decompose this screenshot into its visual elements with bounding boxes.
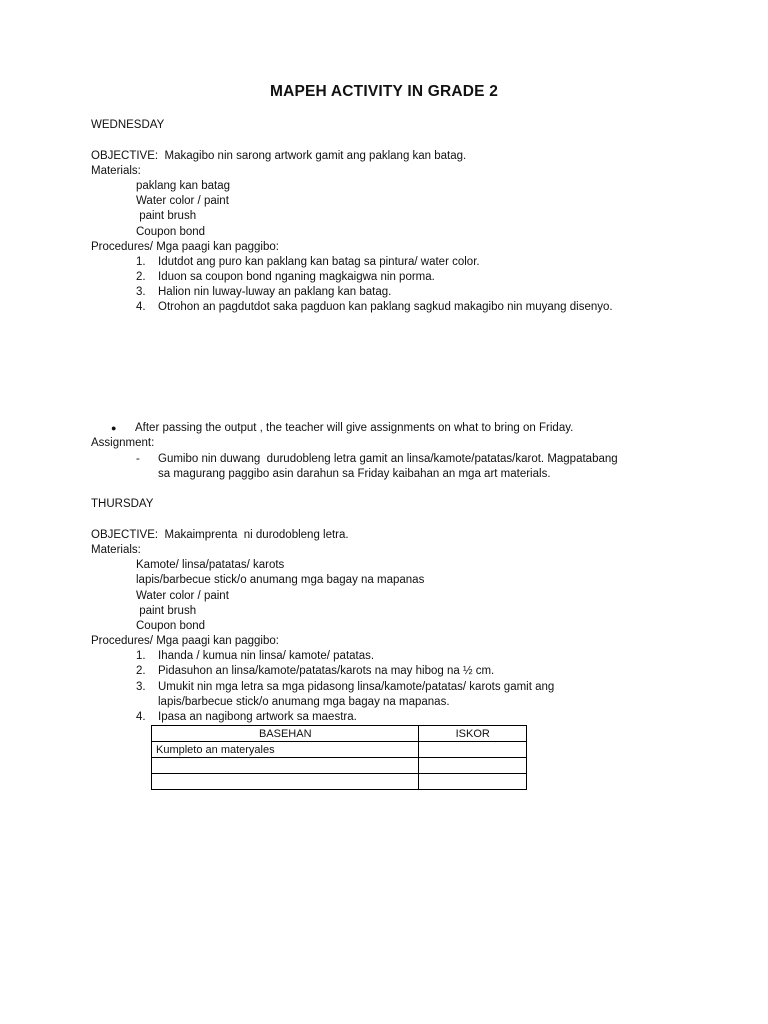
- thursday-procedures-label: Procedures/ Mga paagi kan paggibo:: [91, 635, 279, 647]
- table-cell: [152, 758, 419, 774]
- procedure-item: 1. Ihanda / kumua nin linsa/ kamote/ patatas.: [136, 650, 375, 662]
- table-header-iskor: ISKOR: [419, 726, 527, 742]
- material-item: paklang kan batag: [136, 180, 230, 192]
- document-title: MAPEH ACTIVITY IN GRADE 2: [269, 83, 499, 100]
- thursday-objective: [91, 528, 349, 543]
- table-cell: Kumpleto an materyales: [152, 742, 419, 758]
- material-item: paint brush: [136, 210, 197, 222]
- material-item: Coupon bond: [136, 620, 206, 632]
- table-header-row: [152, 726, 527, 742]
- material-item: paint brush: [136, 605, 197, 617]
- procedure-item: 2. Pidasuhon an linsa/kamote/patatas/karots na may hibog na ½ cm.: [136, 665, 495, 677]
- table-cell: [419, 758, 527, 774]
- objective-text: Makagibo nin sarong artwork gamit ang paklang kan batag.: [164, 150, 467, 162]
- procedure-item-continued: lapis/barbecue stick/o anumang mga bagay na mapanas.: [158, 696, 450, 708]
- objective-text: Makaimprenta ni durodobleng letra.: [164, 529, 349, 541]
- table-cell: [152, 774, 419, 790]
- wednesday-heading: WEDNESDAY: [91, 119, 165, 131]
- scoring-table: [151, 725, 527, 790]
- material-item: Kamote/ linsa/patatas/ karots: [136, 559, 285, 571]
- assignment-label: Assignment:: [91, 437, 155, 449]
- wednesday-objective: [91, 149, 466, 164]
- bullet-note: ● After passing the output , the teacher will give assignments on what to bring on Friday.: [111, 422, 574, 434]
- table-row: [152, 758, 527, 774]
- procedure-item: 2. Iduon sa coupon bond nganing magkaigwa nin porma.: [136, 271, 435, 283]
- wednesday-materials-label: Materials:: [91, 165, 141, 177]
- objective-label: OBJECTIVE:: [91, 150, 159, 162]
- table-cell: [419, 774, 527, 790]
- bullet-icon: ●: [111, 423, 117, 433]
- material-item: Water color / paint: [136, 590, 229, 602]
- procedure-item: 3. Halion nin luway-luway an paklang kan batag.: [136, 286, 392, 298]
- assignment-item: - Gumibo nin duwang durudobleng letra gamit an linsa/kamote/patatas/karot. Magpatabang: [136, 453, 618, 465]
- dash-icon: -: [136, 453, 140, 465]
- table-row: [152, 774, 527, 790]
- procedure-item: 3. Umukit nin mga letra sa mga pidasong linsa/kamote/patatas/ karots gamit ang: [136, 681, 555, 693]
- procedure-item: 4. Ipasa an nagibong artwork sa maestra.: [136, 711, 357, 723]
- procedure-item: 1. Idutdot ang puro kan paklang kan batag sa pintura/ water color.: [136, 256, 480, 268]
- material-item: Water color / paint: [136, 195, 229, 207]
- procedure-item: 4. Otrohon an pagdutdot saka pagduon kan paklang sagkud makagibo nin muyang disenyo.: [136, 301, 613, 313]
- objective-label: OBJECTIVE:: [91, 529, 159, 541]
- thursday-materials-label: Materials:: [91, 544, 141, 556]
- material-item: lapis/barbecue stick/o anumang mga bagay na mapanas: [136, 574, 425, 586]
- table-cell: [419, 742, 527, 758]
- table-row: [152, 742, 527, 758]
- assignment-item-continued: sa magurang paggibo asin darahun sa Friday kaibahan an mga art materials.: [158, 468, 551, 480]
- wednesday-procedures-label: Procedures/ Mga paagi kan paggibo:: [91, 241, 279, 253]
- table-header-basehan: BASEHAN: [152, 726, 419, 742]
- material-item: Coupon bond: [136, 226, 206, 238]
- thursday-heading: THURSDAY: [91, 498, 154, 510]
